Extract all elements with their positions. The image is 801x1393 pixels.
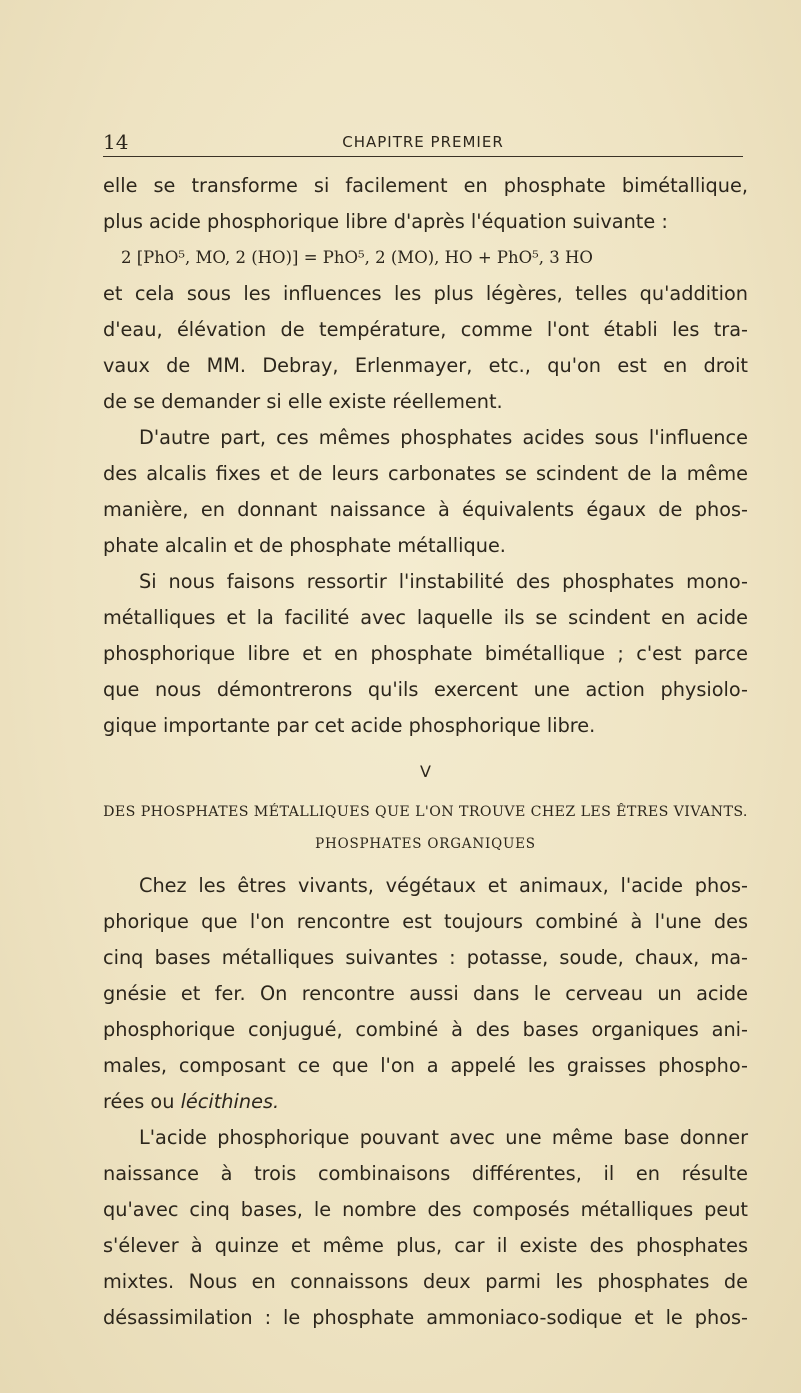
text-line: phorique que l'on rencontre est toujours combiné à l'une des	[103, 910, 748, 933]
text-line: cinq bases métalliques suivantes : potasse, soude, chaux, ma-	[103, 946, 748, 969]
text-line: vaux de MM. Debray, Erlenmayer, etc., qu'on est en droit	[103, 354, 748, 377]
body-text	[103, 168, 748, 1336]
text-line: phate alcalin et de phosphate métallique.	[103, 534, 506, 557]
text-line: phosphorique libre et en phosphate bimétallique ; c'est parce	[103, 642, 748, 665]
text-line	[103, 1084, 748, 1120]
text-line: que nous démontrerons qu'ils exercent une action physiolo-	[103, 678, 748, 701]
text-line: L'acide phosphorique pouvant avec une même base donner	[139, 1126, 748, 1149]
text-line: males, composant ce que l'on a appelé les graisses phospho-	[103, 1054, 748, 1077]
italic-term: lécithines.	[180, 1090, 280, 1113]
text-line: gique importante par cet acide phosphorique libre.	[103, 714, 596, 737]
chemical-equation: 2 [PhO⁵, MO, 2 (HO)] = PhO⁵, 2 (MO), HO + PhO⁵, 3 HO	[121, 248, 593, 267]
text-line: des alcalis fixes et de leurs carbonates se scindent de la même	[103, 462, 748, 485]
running-head	[103, 130, 743, 156]
text-line: désassimilation : le phosphate ammoniaco-sodique et le phos-	[103, 1306, 748, 1329]
text-line: naissance à trois combinaisons différentes, il en résulte	[103, 1162, 748, 1185]
section-subtitle: PHOSPHATES ORGANIQUES	[315, 836, 536, 852]
page-number: 14	[103, 130, 129, 154]
header-rule	[103, 156, 743, 157]
text-line: plus acide phosphorique libre d'après l'équation suivante :	[103, 210, 668, 233]
chapter-title: CHAPITRE PREMIER	[342, 133, 504, 151]
text-line: mixtes. Nous en connaissons deux parmi les phosphates de	[103, 1270, 748, 1293]
text-line: elle se transforme si facilement en phosphate bimétallique,	[103, 174, 748, 197]
text-line: de se demander si elle existe réellement.	[103, 390, 503, 413]
section-title: DES PHOSPHATES MÉTALLIQUES QUE L'ON TROUVE CHEZ LES ÊTRES VIVANTS.	[103, 804, 748, 820]
text-line: et cela sous les influences les plus légères, telles qu'addition	[103, 282, 748, 305]
text-line: métalliques et la facilité avec laquelle ils se scindent en acide	[103, 606, 748, 629]
section-number: V	[420, 762, 431, 781]
text-line: gnésie et fer. On rencontre aussi dans le cerveau un acide	[103, 982, 748, 1005]
text-line: s'élever à quinze et même plus, car il existe des phosphates	[103, 1234, 748, 1257]
text-line: D'autre part, ces mêmes phosphates acides sous l'influence	[139, 426, 748, 449]
text-line: qu'avec cinq bases, le nombre des composés métalliques peut	[103, 1198, 748, 1221]
text-line: manière, en donnant naissance à équivalents égaux de phos-	[103, 498, 748, 521]
text-line: Si nous faisons ressortir l'instabilité des phosphates mono-	[139, 570, 748, 593]
text-line: Chez les êtres vivants, végétaux et animaux, l'acide phos-	[139, 874, 748, 897]
text-fragment: rées ou	[103, 1090, 175, 1113]
text-line: phosphorique conjugué, combiné à des bases organiques ani-	[103, 1018, 748, 1041]
text-line: d'eau, élévation de température, comme l'ont établi les tra-	[103, 318, 748, 341]
